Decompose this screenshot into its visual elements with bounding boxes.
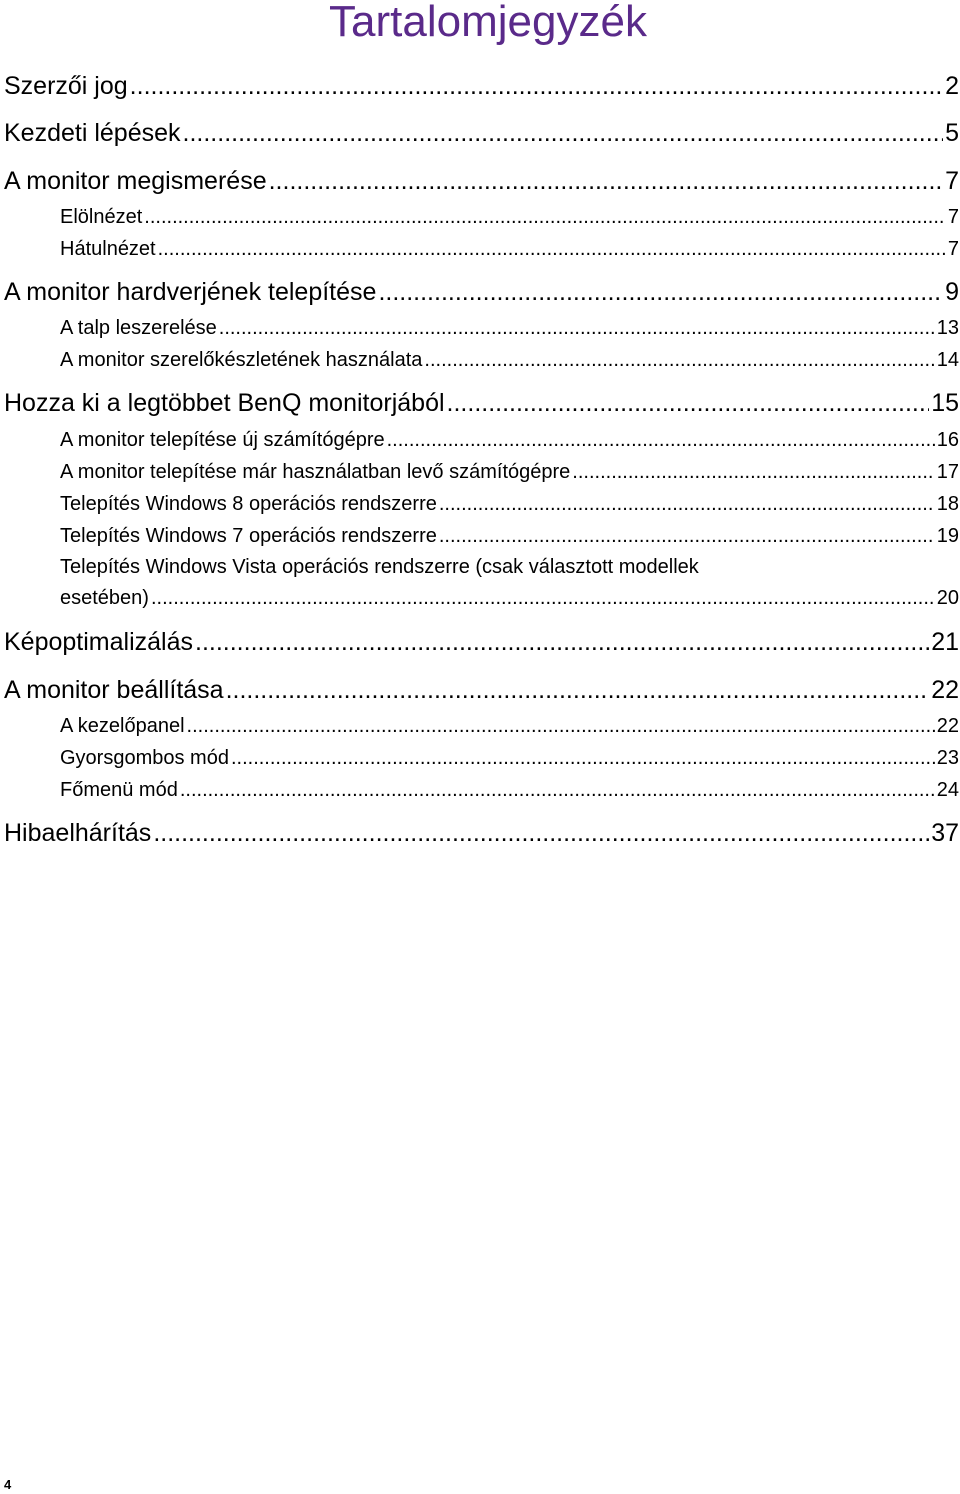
toc-entry-page: 14 bbox=[936, 349, 959, 371]
toc-entry-label: Hozza ki a legtöbbet BenQ monitorjából bbox=[4, 389, 445, 417]
dot-leader bbox=[187, 714, 935, 738]
toc-entry-page: 22 bbox=[936, 715, 959, 737]
toc-entry-label: A kezelőpanel bbox=[60, 715, 185, 737]
dot-leader bbox=[153, 818, 929, 848]
dot-leader bbox=[144, 205, 946, 229]
toc-entry[interactable] bbox=[4, 388, 959, 418]
dot-leader bbox=[151, 583, 935, 614]
toc-entry-label: Telepítés Windows 7 operációs rendszerre bbox=[60, 525, 437, 547]
toc-entry-page: 16 bbox=[936, 429, 959, 451]
toc-entry-label: A monitor telepítése új számítógépre bbox=[60, 429, 385, 451]
toc-entry-page: 17 bbox=[936, 461, 959, 483]
toc-entry-page: 7 bbox=[947, 206, 959, 228]
toc-subentry[interactable] bbox=[60, 428, 959, 452]
dot-leader bbox=[158, 237, 946, 261]
page-title: Tartalomjegyzék bbox=[329, 0, 647, 46]
dot-leader bbox=[231, 746, 935, 770]
toc-entry-page: 9 bbox=[945, 278, 959, 306]
toc-entry-label: A monitor megismerése bbox=[4, 167, 267, 195]
toc-entry-page: 13 bbox=[936, 317, 959, 339]
toc-subentry[interactable] bbox=[60, 316, 959, 340]
toc-subentry[interactable] bbox=[60, 492, 959, 516]
toc-entry[interactable] bbox=[4, 675, 959, 705]
dot-leader bbox=[219, 316, 935, 340]
toc-entry-label: Szerzői jog bbox=[4, 72, 128, 100]
dot-leader bbox=[447, 388, 930, 418]
dot-leader bbox=[195, 627, 929, 657]
page-number: 4 bbox=[4, 1477, 12, 1492]
toc-entry-label-continued: esetében) bbox=[60, 587, 149, 609]
dot-leader bbox=[387, 428, 935, 452]
toc-entry-page: 18 bbox=[936, 493, 959, 515]
toc-entry-page: 5 bbox=[945, 119, 959, 147]
toc-entry[interactable] bbox=[4, 627, 959, 657]
toc-entry-page: 2 bbox=[945, 72, 959, 100]
dot-leader bbox=[378, 277, 943, 307]
toc-entry-label: Gyorsgombos mód bbox=[60, 747, 229, 769]
toc-subentry[interactable] bbox=[60, 778, 959, 802]
toc-entry-page: 24 bbox=[936, 779, 959, 801]
toc-entry-page: 15 bbox=[931, 389, 959, 417]
dot-leader bbox=[424, 348, 934, 372]
toc-entry-label: Telepítés Windows 8 operációs rendszerre bbox=[60, 493, 437, 515]
dot-leader bbox=[572, 460, 934, 484]
toc-entry-label: A monitor beállítása bbox=[4, 676, 224, 704]
toc-entry[interactable] bbox=[4, 277, 959, 307]
toc-entry-label: A monitor hardverjének telepítése bbox=[4, 278, 377, 306]
toc-subentry[interactable] bbox=[60, 205, 959, 229]
toc-entry-page: 22 bbox=[931, 676, 959, 704]
toc-entry-page: 7 bbox=[945, 167, 959, 195]
toc-entry[interactable] bbox=[4, 118, 959, 148]
toc-entry-label: Kezdeti lépések bbox=[4, 119, 181, 147]
dot-leader bbox=[180, 778, 935, 802]
toc-entry-label: Hátulnézet bbox=[60, 238, 156, 260]
toc-entry-page: 19 bbox=[936, 525, 959, 547]
toc-subentry[interactable] bbox=[60, 746, 959, 770]
toc-entry-label: A monitor szerelőkészletének használata bbox=[60, 349, 423, 371]
dot-leader bbox=[183, 118, 944, 148]
toc-entry-page: 37 bbox=[931, 819, 959, 847]
toc-subentry[interactable] bbox=[60, 524, 959, 548]
toc-subentry[interactable] bbox=[60, 552, 959, 614]
dot-leader bbox=[269, 166, 943, 196]
toc-entry-page: 7 bbox=[947, 238, 959, 260]
dot-leader bbox=[439, 524, 935, 548]
toc-subentry[interactable] bbox=[60, 348, 959, 372]
toc-subentry[interactable] bbox=[60, 237, 959, 261]
toc-subentry[interactable] bbox=[60, 714, 959, 738]
toc-entry-label: A talp leszerelése bbox=[60, 317, 217, 339]
toc-entry[interactable] bbox=[4, 71, 959, 101]
toc-subentry[interactable] bbox=[60, 460, 959, 484]
dot-leader bbox=[130, 71, 943, 101]
toc-entry-label: Hibaelhárítás bbox=[4, 819, 152, 847]
toc-entry-label: Főmenü mód bbox=[60, 779, 178, 801]
dot-leader bbox=[439, 492, 935, 516]
dot-leader bbox=[226, 675, 930, 705]
toc-entry-label: Elölnézet bbox=[60, 206, 143, 228]
toc-entry-label: Képoptimalizálás bbox=[4, 628, 193, 656]
toc-entry[interactable] bbox=[4, 818, 959, 848]
toc-entry-label: A monitor telepítése már használatban levő számítógépre bbox=[60, 461, 571, 483]
toc-entry-label: Telepítés Windows Vista operációs rendszerre (csak választott modellek bbox=[60, 556, 699, 578]
toc-entry-page: 21 bbox=[931, 628, 959, 656]
toc-entry-page: 20 bbox=[936, 587, 959, 609]
toc-entry[interactable] bbox=[4, 166, 959, 196]
toc-entry-page: 23 bbox=[936, 747, 959, 769]
